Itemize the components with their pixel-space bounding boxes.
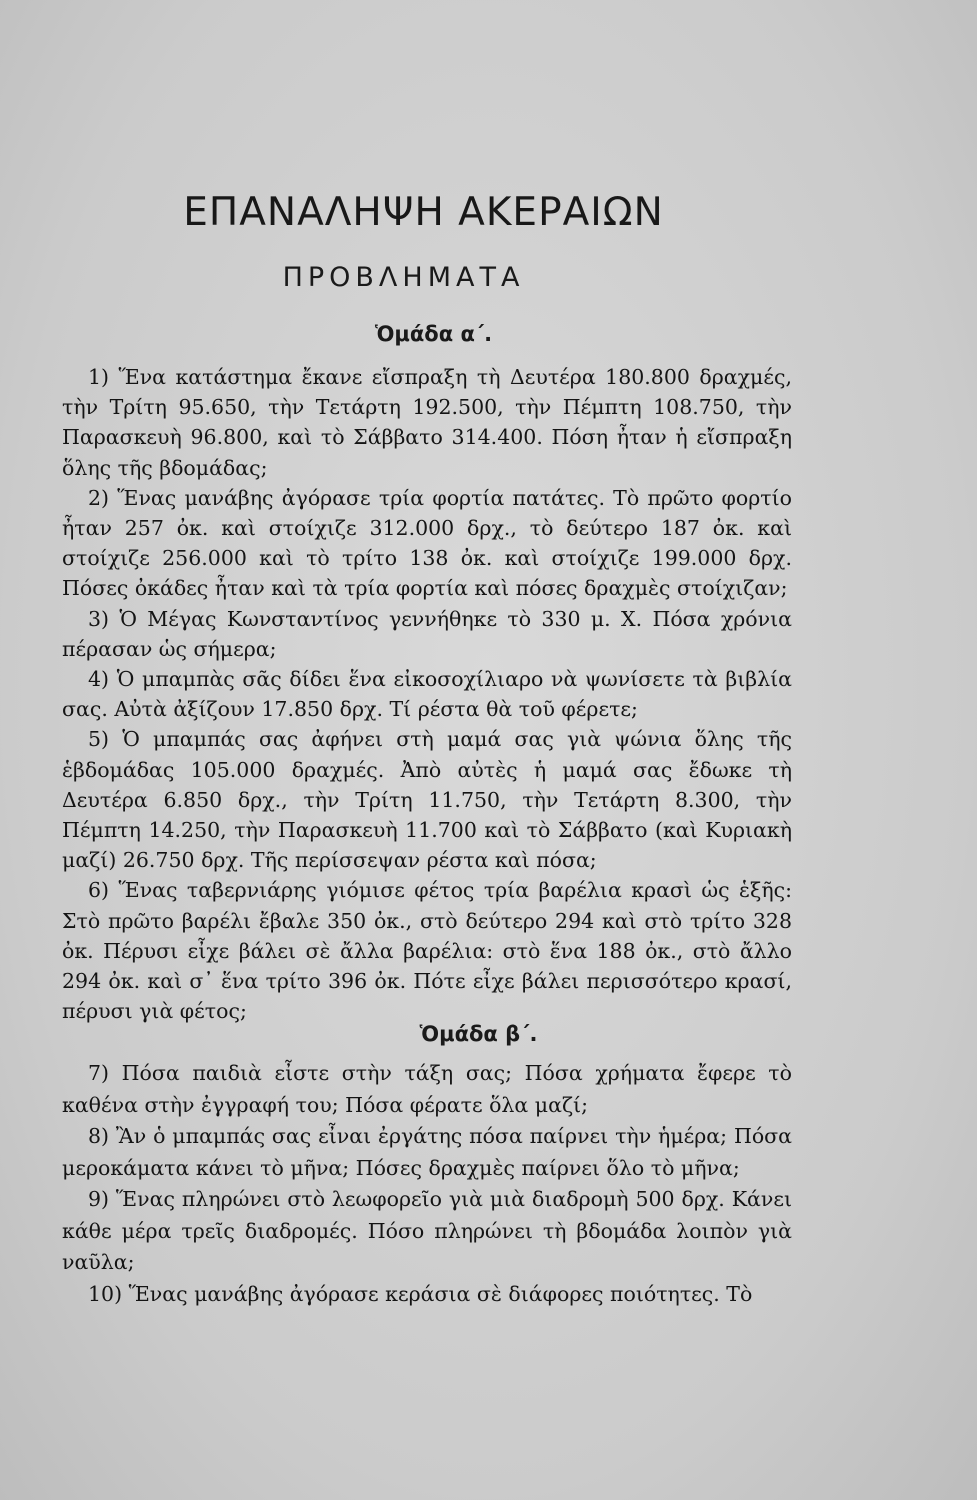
group-b-heading: Ὁμάδα β΄.: [419, 1022, 538, 1046]
problem-9: 9) Ἕνας πληρώνει στὸ λεωφορεῖο γιὰ μιὰ διαδρομὴ 500 δρχ. Κάνει κάθε μέρα τρεῖς διαδρομές. Πόσο πληρώνει τὴ βδομάδα λοιπὸν γιὰ ναῦλα;: [62, 1187, 792, 1274]
problem-7: 7) Πόσα παιδιὰ εἶστε στὴν τάξη σας; Πόσα χρήματα ἔφερε τὸ καθένα στὴν ἐγγραφή του; Πόσα φέρατε ὅλα μαζί;: [62, 1061, 792, 1117]
problems-group-b: [62, 1058, 792, 1310]
problem-2: 2) Ἕνας μανάβης ἀγόρασε τρία φορτία πατάτες. Τὸ πρῶτο φορτίο ἦταν 257 ὀκ. καὶ στοίχιζε 312.000 δρχ., τὸ δεύτερο 187 ὀκ. καὶ στοίχιζε 256.000 καὶ τὸ τρίτο 138 ὀκ. καὶ στοίχιζε 199.000 δρχ. Πόσες ὀκάδες ἦταν καὶ τὰ τρία φορτία καὶ πόσες δραχμὲς στοίχιζαν;: [62, 485, 792, 601]
section-subtitle: ΠΡΟΒΛΗΜΑΤΑ: [282, 262, 525, 293]
problem-1: 1) Ἕνα κατάστημα ἔκανε εἴσπραξη τὴ Δευτέρα 180.800 δραχμές, τὴν Τρίτη 95.650, τὴν Τετάρτη 192.500, τὴν Πέμπτη 108.750, τὴν Παρασκευὴ 96.800, καὶ τὸ Σάββατο 314.400. Πόση ἦταν ἡ εἴσπραξη ὅλης τῆς βδομάδας;: [62, 365, 792, 480]
group-a-heading: Ὁμάδα α΄.: [374, 322, 493, 346]
problem-6: 6) Ἕνας ταβερνιάρης γιόμισε φέτος τρία βαρέλια κρασὶ ὡς ἑξῆς: Στὸ πρῶτο βαρέλι ἔβαλε 350 ὀκ., στὸ δεύτερο 294 καὶ στὸ τρίτο 328 ὀκ. Πέρυσι εἶχε βάλει σὲ ἄλλα βαρέλια: στὸ ἕνα 188 ὀκ., στὸ ἄλλο 294 ὀκ. καὶ σ᾽ ἕνα τρίτο 396 ὀκ. Πότε εἶχε βάλει περισσότερο κρασί, πέρυσι γιὰ φέτος;: [62, 878, 792, 1024]
problems-group-a: [62, 362, 792, 1026]
page-title: ΕΠΑΝΑΛΗΨΗ ΑΚΕΡΑΙΩΝ: [183, 190, 664, 235]
problem-8: 8) Ἂν ὁ μπαμπάς σας εἶναι ἐργάτης πόσα παίρνει τὴν ἡμέρα; Πόσα μεροκάματα κάνει τὸ μῆνα; Πόσες δραχμὲς παίρνει ὅλο τὸ μῆνα;: [62, 1124, 792, 1180]
problem-4: 4) Ὁ μπαμπὰς σᾶς δίδει ἕνα εἰκοσοχίλιαρο νὰ ψωνίσετε τὰ βιβλία σας. Αὐτὰ ἀξίζουν 17.850 δρχ. Τί ρέστα θὰ τοῦ φέρετε;: [62, 667, 792, 722]
problem-5: 5) Ὁ μπαμπάς σας ἀφήνει στὴ μαμά σας γιὰ ψώνια ὅλης τῆς ἑβδομάδας 105.000 δραχμές. Ἀπὸ αὐτὲς ἡ μαμά σας ἔδωκε τὴ Δευτέρα 6.850 δρχ., τὴν Τρίτη 11.750, τὴν Τετάρτη 8.300, τὴν Πέμπτη 14.250, τὴν Παρασκευὴ 11.700 καὶ τὸ Σάββατο (καὶ Κυριακὴ μαζί) 26.750 δρχ. Τῆς περίσσεψαν ρέστα καὶ πόσα;: [62, 727, 792, 873]
problem-3: 3) Ὁ Μέγας Κωνσταντίνος γεννήθηκε τὸ 330 μ. Χ. Πόσα χρόνια πέρασαν ὡς σήμερα;: [62, 606, 792, 661]
problem-10: 10) Ἕνας μανάβης ἀγόρασε κεράσια σὲ διάφορες ποιότητες. Τὸ: [88, 1281, 753, 1306]
